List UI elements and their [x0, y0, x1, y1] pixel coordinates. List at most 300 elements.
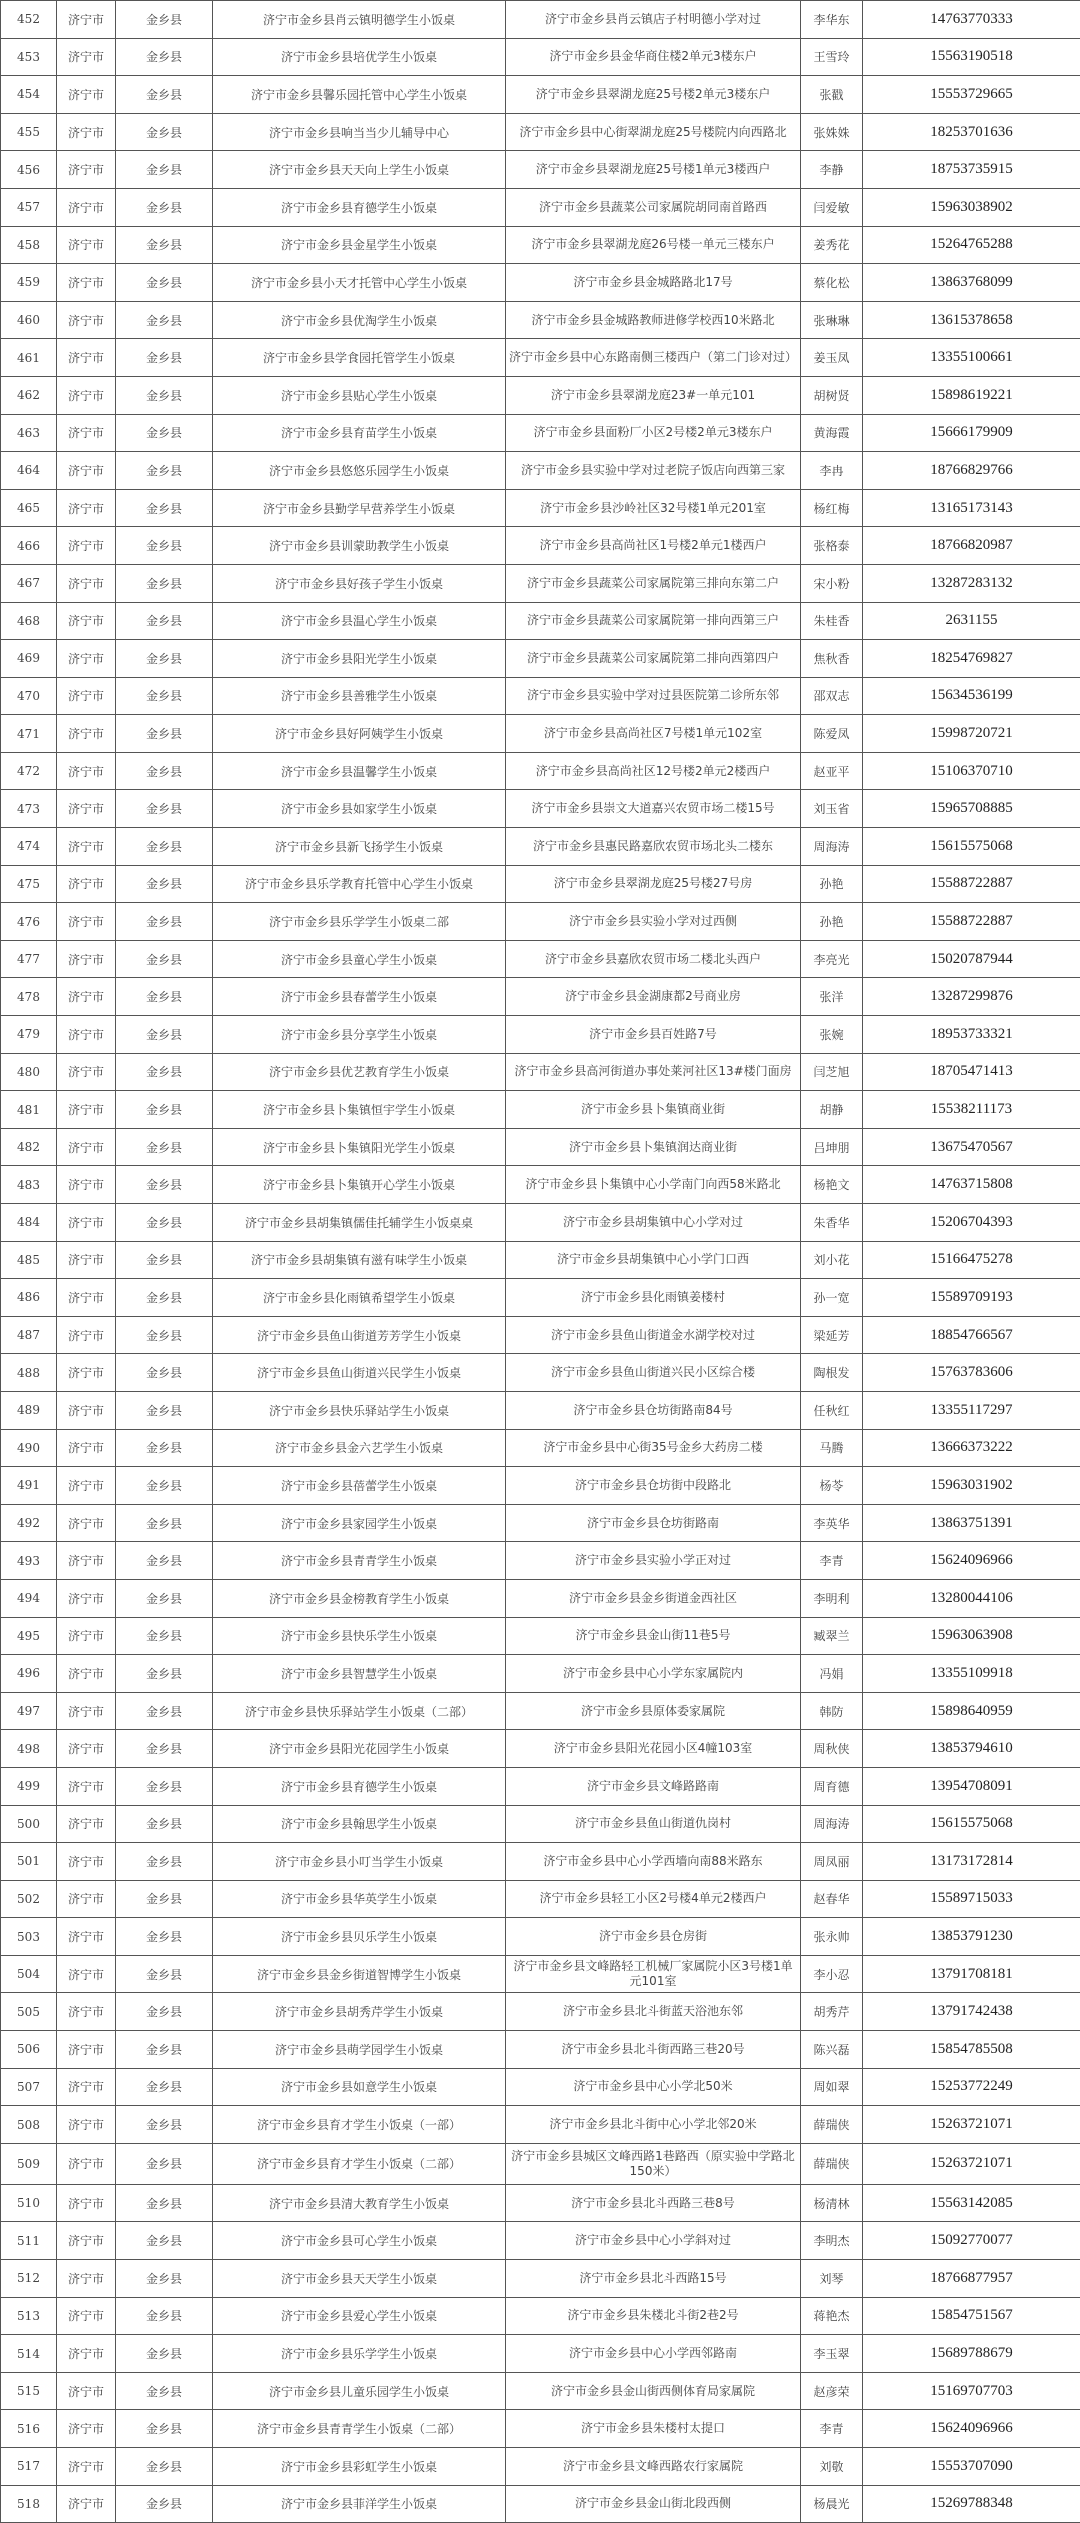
table-row	[1, 1880, 1080, 1918]
facility-name-cell: 济宁市金乡县训蒙助教学生小饭桌	[213, 527, 506, 565]
address-cell: 济宁市金乡县中心街翠湖龙庭25号楼院内向西路北	[506, 113, 801, 151]
facility-name-cell: 济宁市金乡县响当当少儿辅导中心	[213, 113, 506, 151]
phone-cell: 15588722887	[863, 865, 1080, 903]
table-row	[1, 188, 1080, 226]
phone-cell: 15264765288	[863, 226, 1080, 264]
phone-cell: 13954708091	[863, 1767, 1080, 1805]
row-number: 469	[1, 640, 57, 678]
county-cell: 金乡县	[116, 2448, 213, 2486]
county-cell: 金乡县	[116, 790, 213, 828]
city-cell: 济宁市	[57, 1241, 116, 1279]
city-cell: 济宁市	[57, 1354, 116, 1392]
row-number: 518	[1, 2485, 57, 2523]
city-cell: 济宁市	[57, 1542, 116, 1580]
address-cell: 济宁市金乡县崇文大道嘉兴农贸市场二楼15号	[506, 790, 801, 828]
address-cell: 济宁市金乡县仓坊街路南	[506, 1504, 801, 1542]
phone-cell: 13355100661	[863, 339, 1080, 377]
contact-person-cell: 任秋红	[801, 1391, 863, 1429]
city-cell: 济宁市	[57, 940, 116, 978]
address-cell: 济宁市金乡县中心小学东家属院内	[506, 1655, 801, 1693]
county-cell: 金乡县	[116, 1692, 213, 1730]
city-cell: 济宁市	[57, 376, 116, 414]
city-cell: 济宁市	[57, 2448, 116, 2486]
table-row	[1, 1955, 1080, 1993]
city-cell: 济宁市	[57, 2106, 116, 2144]
phone-cell: 15166475278	[863, 1241, 1080, 1279]
facility-name-cell: 济宁市金乡县金乡街道智博学生小饭桌	[213, 1955, 506, 1993]
phone-cell: 15624096966	[863, 2410, 1080, 2448]
address-cell: 济宁市金乡县沙岭社区32号楼1单元201室	[506, 489, 801, 527]
county-cell: 金乡县	[116, 527, 213, 565]
contact-person-cell: 杨苓	[801, 1467, 863, 1505]
phone-cell: 15589715033	[863, 1880, 1080, 1918]
address-cell: 济宁市金乡县肖云镇店子村明德小学对过	[506, 1, 801, 39]
row-number: 473	[1, 790, 57, 828]
row-number: 458	[1, 226, 57, 264]
county-cell: 金乡县	[116, 564, 213, 602]
contact-person-cell: 孙艳	[801, 903, 863, 941]
facility-name-cell: 济宁市金乡县乐学学生小饭桌二部	[213, 903, 506, 941]
facility-name-cell: 济宁市金乡县好孩子学生小饭桌	[213, 564, 506, 602]
city-cell: 济宁市	[57, 1579, 116, 1617]
row-number: 478	[1, 978, 57, 1016]
phone-cell: 15763783606	[863, 1354, 1080, 1392]
row-number: 517	[1, 2448, 57, 2486]
row-number: 477	[1, 940, 57, 978]
table-row	[1, 1391, 1080, 1429]
table-row	[1, 301, 1080, 339]
table-row	[1, 2410, 1080, 2448]
county-cell: 金乡县	[116, 1993, 213, 2031]
contact-person-cell: 姜玉凤	[801, 339, 863, 377]
address-cell: 济宁市金乡县朱楼村太提口	[506, 2410, 801, 2448]
row-number: 467	[1, 564, 57, 602]
city-cell: 济宁市	[57, 1016, 116, 1054]
table-row	[1, 1730, 1080, 1768]
address-cell: 济宁市金乡县高河街道办事处莱河社区13#楼门面房	[506, 1053, 801, 1091]
address-cell: 济宁市金乡县实验小学正对过	[506, 1542, 801, 1580]
table-row	[1, 1655, 1080, 1693]
row-number: 455	[1, 113, 57, 151]
county-cell: 金乡县	[116, 339, 213, 377]
row-number: 472	[1, 752, 57, 790]
facility-name-cell: 济宁市金乡县快乐学生小饭桌	[213, 1617, 506, 1655]
city-cell: 济宁市	[57, 2222, 116, 2260]
city-cell: 济宁市	[57, 1467, 116, 1505]
contact-person-cell: 李英华	[801, 1504, 863, 1542]
phone-cell: 13853794610	[863, 1730, 1080, 1768]
contact-person-cell: 杨清林	[801, 2184, 863, 2222]
table-row	[1, 2335, 1080, 2373]
table-row	[1, 602, 1080, 640]
county-cell: 金乡县	[116, 113, 213, 151]
city-cell: 济宁市	[57, 226, 116, 264]
table-row	[1, 1053, 1080, 1091]
contact-person-cell: 李青	[801, 1542, 863, 1580]
facility-name-cell: 济宁市金乡县金榜教育学生小饭桌	[213, 1579, 506, 1617]
county-cell: 金乡县	[116, 2260, 213, 2298]
row-number: 496	[1, 1655, 57, 1693]
county-cell: 金乡县	[116, 1955, 213, 1993]
county-cell: 金乡县	[116, 1730, 213, 1768]
facility-name-cell: 济宁市金乡县清大教育学生小饭桌	[213, 2184, 506, 2222]
address-cell: 济宁市金乡县北斗街西路三巷20号	[506, 2031, 801, 2069]
contact-person-cell: 周海涛	[801, 1805, 863, 1843]
city-cell: 济宁市	[57, 1993, 116, 2031]
city-cell: 济宁市	[57, 677, 116, 715]
contact-person-cell: 陈爱凤	[801, 715, 863, 753]
county-cell: 金乡县	[116, 2031, 213, 2069]
facility-name-cell: 济宁市金乡县肖云镇明德学生小饭桌	[213, 1, 506, 39]
city-cell: 济宁市	[57, 1617, 116, 1655]
county-cell: 金乡县	[116, 1128, 213, 1166]
row-number: 471	[1, 715, 57, 753]
phone-cell: 15998720721	[863, 715, 1080, 753]
row-number: 493	[1, 1542, 57, 1580]
phone-cell: 18953733321	[863, 1016, 1080, 1054]
contact-person-cell: 李玉翠	[801, 2335, 863, 2373]
address-cell: 济宁市金乡县翠湖龙庭25号楼2单元3楼东户	[506, 76, 801, 114]
contact-person-cell: 孙一宽	[801, 1279, 863, 1317]
county-cell: 金乡县	[116, 1767, 213, 1805]
table-row	[1, 452, 1080, 490]
table-row	[1, 1128, 1080, 1166]
row-number: 482	[1, 1128, 57, 1166]
address-cell: 济宁市金乡县仓房街	[506, 1918, 801, 1956]
county-cell: 金乡县	[116, 752, 213, 790]
facility-name-cell: 济宁市金乡县优艺教育学生小饭桌	[213, 1053, 506, 1091]
city-cell: 济宁市	[57, 527, 116, 565]
contact-person-cell: 赵春华	[801, 1880, 863, 1918]
address-cell: 济宁市金乡县金城路教师进修学校西10米路北	[506, 301, 801, 339]
contact-person-cell: 李明利	[801, 1579, 863, 1617]
phone-cell: 15854785508	[863, 2031, 1080, 2069]
city-cell: 济宁市	[57, 452, 116, 490]
row-number: 507	[1, 2068, 57, 2106]
table-row	[1, 489, 1080, 527]
city-cell: 济宁市	[57, 564, 116, 602]
contact-person-cell: 胡静	[801, 1091, 863, 1129]
city-cell: 济宁市	[57, 1843, 116, 1881]
table-row	[1, 2485, 1080, 2523]
facility-name-cell: 济宁市金乡县春蕾学生小饭桌	[213, 978, 506, 1016]
city-cell: 济宁市	[57, 1955, 116, 1993]
phone-cell: 13173172814	[863, 1843, 1080, 1881]
table-row	[1, 2297, 1080, 2335]
table-row	[1, 1091, 1080, 1129]
county-cell: 金乡县	[116, 452, 213, 490]
facility-name-cell: 济宁市金乡县快乐驿站学生小饭桌（二部）	[213, 1692, 506, 1730]
county-cell: 金乡县	[116, 301, 213, 339]
table-row	[1, 2031, 1080, 2069]
city-cell: 济宁市	[57, 715, 116, 753]
row-number: 456	[1, 151, 57, 189]
county-cell: 金乡县	[116, 1655, 213, 1693]
row-number: 486	[1, 1279, 57, 1317]
county-cell: 金乡县	[116, 2143, 213, 2184]
contact-person-cell: 张琳琳	[801, 301, 863, 339]
county-cell: 金乡县	[116, 940, 213, 978]
table-row	[1, 564, 1080, 602]
county-cell: 金乡县	[116, 1053, 213, 1091]
row-number: 475	[1, 865, 57, 903]
row-number: 474	[1, 828, 57, 866]
table-row	[1, 865, 1080, 903]
city-cell: 济宁市	[57, 865, 116, 903]
table-row	[1, 1617, 1080, 1655]
contact-person-cell: 李静	[801, 151, 863, 189]
row-number: 466	[1, 527, 57, 565]
facility-name-cell: 济宁市金乡县如意学生小饭桌	[213, 2068, 506, 2106]
county-cell: 金乡县	[116, 2222, 213, 2260]
contact-person-cell: 周凤丽	[801, 1843, 863, 1881]
phone-cell: 18766820987	[863, 527, 1080, 565]
phone-cell: 13355117297	[863, 1391, 1080, 1429]
table-row	[1, 1204, 1080, 1242]
table-row	[1, 790, 1080, 828]
contact-person-cell: 赵亚平	[801, 752, 863, 790]
table-row	[1, 677, 1080, 715]
address-cell: 济宁市金乡县翠湖龙庭26号楼一单元三楼东户	[506, 226, 801, 264]
county-cell: 金乡县	[116, 376, 213, 414]
address-cell: 济宁市金乡县仓坊街中段路北	[506, 1467, 801, 1505]
facility-name-cell: 济宁市金乡县卜集镇开心学生小饭桌	[213, 1166, 506, 1204]
phone-cell: 13355109918	[863, 1655, 1080, 1693]
contact-person-cell: 梁延芳	[801, 1316, 863, 1354]
row-number: 492	[1, 1504, 57, 1542]
county-cell: 金乡县	[116, 1542, 213, 1580]
address-cell: 济宁市金乡县蔬菜公司家属院第一排向西第三户	[506, 602, 801, 640]
contact-person-cell: 杨艳文	[801, 1166, 863, 1204]
phone-cell: 13791742438	[863, 1993, 1080, 2031]
contact-person-cell: 王雪玲	[801, 38, 863, 76]
facility-name-cell: 济宁市金乡县快乐驿站学生小饭桌	[213, 1391, 506, 1429]
city-cell: 济宁市	[57, 1053, 116, 1091]
county-cell: 金乡县	[116, 76, 213, 114]
address-cell: 济宁市金乡县金山街北段西侧	[506, 2485, 801, 2523]
contact-person-cell: 张洋	[801, 978, 863, 1016]
row-number: 511	[1, 2222, 57, 2260]
county-cell: 金乡县	[116, 1, 213, 39]
contact-person-cell: 李华东	[801, 1, 863, 39]
facility-name-cell: 济宁市金乡县育德学生小饭桌	[213, 1767, 506, 1805]
phone-cell: 14763715808	[863, 1166, 1080, 1204]
address-cell: 济宁市金乡县实验中学对过县医院第二诊所东邻	[506, 677, 801, 715]
city-cell: 济宁市	[57, 38, 116, 76]
county-cell: 金乡县	[116, 640, 213, 678]
address-cell: 济宁市金乡县文峰西路农行家属院	[506, 2448, 801, 2486]
contact-person-cell: 张姝姝	[801, 113, 863, 151]
contact-person-cell: 马腾	[801, 1429, 863, 1467]
table-row	[1, 376, 1080, 414]
facility-name-cell: 济宁市金乡县育德学生小饭桌	[213, 188, 506, 226]
county-cell: 金乡县	[116, 1241, 213, 1279]
contact-person-cell: 闫爱敏	[801, 188, 863, 226]
city-cell: 济宁市	[57, 1429, 116, 1467]
row-number: 468	[1, 602, 57, 640]
facility-name-cell: 济宁市金乡县悠悠乐园学生小饭桌	[213, 452, 506, 490]
table-row	[1, 414, 1080, 452]
address-cell: 济宁市金乡县嘉欣农贸市场二楼北头西户	[506, 940, 801, 978]
city-cell: 济宁市	[57, 1692, 116, 1730]
address-cell: 济宁市金乡县朱楼北斗街2巷2号	[506, 2297, 801, 2335]
contact-person-cell: 韩防	[801, 1692, 863, 1730]
phone-cell: 18253701636	[863, 113, 1080, 151]
phone-cell: 18705471413	[863, 1053, 1080, 1091]
row-number: 491	[1, 1467, 57, 1505]
row-number: 457	[1, 188, 57, 226]
city-cell: 济宁市	[57, 2143, 116, 2184]
contact-person-cell: 李小忍	[801, 1955, 863, 1993]
phone-cell: 15666179909	[863, 414, 1080, 452]
phone-cell: 15854751567	[863, 2297, 1080, 2335]
address-cell: 济宁市金乡县金湖康都2号商业房	[506, 978, 801, 1016]
contact-person-cell: 宋小粉	[801, 564, 863, 602]
county-cell: 金乡县	[116, 414, 213, 452]
table-row	[1, 2372, 1080, 2410]
city-cell: 济宁市	[57, 790, 116, 828]
row-number: 502	[1, 1880, 57, 1918]
address-cell: 济宁市金乡县中心小学西墙向南88米路东	[506, 1843, 801, 1881]
facility-name-cell: 济宁市金乡县贝乐学生小饭桌	[213, 1918, 506, 1956]
table-row	[1, 2260, 1080, 2298]
county-cell: 金乡县	[116, 38, 213, 76]
city-cell: 济宁市	[57, 2260, 116, 2298]
row-number: 490	[1, 1429, 57, 1467]
contact-person-cell: 李冉	[801, 452, 863, 490]
contact-person-cell: 焦秋香	[801, 640, 863, 678]
facility-name-cell: 济宁市金乡县馨乐园托管中心学生小饭桌	[213, 76, 506, 114]
city-cell: 济宁市	[57, 1730, 116, 1768]
table-row	[1, 1918, 1080, 1956]
facility-name-cell: 济宁市金乡县萌学园学生小饭桌	[213, 2031, 506, 2069]
county-cell: 金乡县	[116, 1617, 213, 1655]
phone-cell: 15253772249	[863, 2068, 1080, 2106]
phone-cell: 15588722887	[863, 903, 1080, 941]
table-row	[1, 640, 1080, 678]
phone-cell: 14763770333	[863, 1, 1080, 39]
table-row	[1, 1316, 1080, 1354]
address-cell: 济宁市金乡县实验小学对过西侧	[506, 903, 801, 941]
row-number: 452	[1, 1, 57, 39]
contact-person-cell: 孙艳	[801, 865, 863, 903]
phone-cell: 13863751391	[863, 1504, 1080, 1542]
row-number: 514	[1, 2335, 57, 2373]
phone-cell: 2631155	[863, 602, 1080, 640]
phone-cell: 15106370710	[863, 752, 1080, 790]
county-cell: 金乡县	[116, 1579, 213, 1617]
table-row	[1, 2184, 1080, 2222]
county-cell: 金乡县	[116, 865, 213, 903]
address-cell: 济宁市金乡县鱼山街道金水湖学校对过	[506, 1316, 801, 1354]
row-number: 465	[1, 489, 57, 527]
phone-cell: 13853791230	[863, 1918, 1080, 1956]
address-cell: 济宁市金乡县中心东路南侧三楼西户（第二门诊对过）	[506, 339, 801, 377]
city-cell: 济宁市	[57, 2297, 116, 2335]
county-cell: 金乡县	[116, 226, 213, 264]
phone-cell: 15092770077	[863, 2222, 1080, 2260]
address-cell: 济宁市金乡县中心街35号金乡大药房二楼	[506, 1429, 801, 1467]
address-cell: 济宁市金乡县实验中学对过老院子饭店向西第三家	[506, 452, 801, 490]
county-cell: 金乡县	[116, 978, 213, 1016]
contact-person-cell: 朱香华	[801, 1204, 863, 1242]
address-cell: 济宁市金乡县北斗西路15号	[506, 2260, 801, 2298]
table-row	[1, 151, 1080, 189]
address-cell: 济宁市金乡县鱼山街道兴民小区综合楼	[506, 1354, 801, 1392]
address-cell: 济宁市金乡县文峰路轻工机械厂家属院小区3号楼1单元101室	[506, 1955, 801, 1993]
city-cell: 济宁市	[57, 1091, 116, 1129]
contact-person-cell: 闫芝旭	[801, 1053, 863, 1091]
phone-cell: 15898640959	[863, 1692, 1080, 1730]
contact-person-cell: 张永帅	[801, 1918, 863, 1956]
table-row	[1, 903, 1080, 941]
row-number: 503	[1, 1918, 57, 1956]
facility-name-cell: 济宁市金乡县胡集镇儒佳托辅学生小饭桌桌	[213, 1204, 506, 1242]
county-cell: 金乡县	[116, 151, 213, 189]
phone-cell: 15634536199	[863, 677, 1080, 715]
address-cell: 济宁市金乡县翠湖龙庭25号楼1单元3楼西户	[506, 151, 801, 189]
phone-cell: 13666373222	[863, 1429, 1080, 1467]
contact-person-cell: 冯娟	[801, 1655, 863, 1693]
county-cell: 金乡县	[116, 715, 213, 753]
table-row	[1, 978, 1080, 1016]
phone-cell: 15553707090	[863, 2448, 1080, 2486]
facility-name-cell: 济宁市金乡县青青学生小饭桌	[213, 1542, 506, 1580]
row-number: 494	[1, 1579, 57, 1617]
row-number: 453	[1, 38, 57, 76]
facility-name-cell: 济宁市金乡县温心学生小饭桌	[213, 602, 506, 640]
table-row	[1, 1279, 1080, 1317]
facility-name-cell: 济宁市金乡县育才学生小饭桌（二部）	[213, 2143, 506, 2184]
table-row	[1, 2143, 1080, 2184]
facility-name-cell: 济宁市金乡县卜集镇阳光学生小饭桌	[213, 1128, 506, 1166]
row-number: 510	[1, 2184, 57, 2222]
address-cell: 济宁市金乡县金山街11巷5号	[506, 1617, 801, 1655]
address-cell: 济宁市金乡县蔬菜公司家属院胡同南首路西	[506, 188, 801, 226]
contact-person-cell: 李青	[801, 2410, 863, 2448]
city-cell: 济宁市	[57, 188, 116, 226]
county-cell: 金乡县	[116, 1166, 213, 1204]
address-cell: 济宁市金乡县高尚社区1号楼2单元1楼西户	[506, 527, 801, 565]
table-row	[1, 1504, 1080, 1542]
row-number: 483	[1, 1166, 57, 1204]
row-number: 501	[1, 1843, 57, 1881]
facility-name-cell: 济宁市金乡县小天才托管中心学生小饭桌	[213, 264, 506, 302]
contact-person-cell: 张戳	[801, 76, 863, 114]
county-cell: 金乡县	[116, 2335, 213, 2373]
table-row	[1, 1429, 1080, 1467]
row-number: 505	[1, 1993, 57, 2031]
contact-person-cell: 姜秀花	[801, 226, 863, 264]
city-cell: 济宁市	[57, 301, 116, 339]
address-cell: 济宁市金乡县轻工小区2号楼4单元2楼西户	[506, 1880, 801, 1918]
facility-name-cell: 济宁市金乡县金六艺学生小饭桌	[213, 1429, 506, 1467]
table-body	[1, 1, 1080, 2523]
city-cell: 济宁市	[57, 264, 116, 302]
table-row	[1, 527, 1080, 565]
county-cell: 金乡县	[116, 1204, 213, 1242]
county-cell: 金乡县	[116, 1504, 213, 1542]
city-cell: 济宁市	[57, 1391, 116, 1429]
city-cell: 济宁市	[57, 1880, 116, 1918]
facility-name-cell: 济宁市金乡县华英学生小饭桌	[213, 1880, 506, 1918]
facility-name-cell: 济宁市金乡县阳光学生小饭桌	[213, 640, 506, 678]
city-cell: 济宁市	[57, 76, 116, 114]
contact-person-cell: 周育德	[801, 1767, 863, 1805]
address-cell: 济宁市金乡县北斗西路三巷8号	[506, 2184, 801, 2222]
phone-cell: 13863768099	[863, 264, 1080, 302]
row-number: 485	[1, 1241, 57, 1279]
